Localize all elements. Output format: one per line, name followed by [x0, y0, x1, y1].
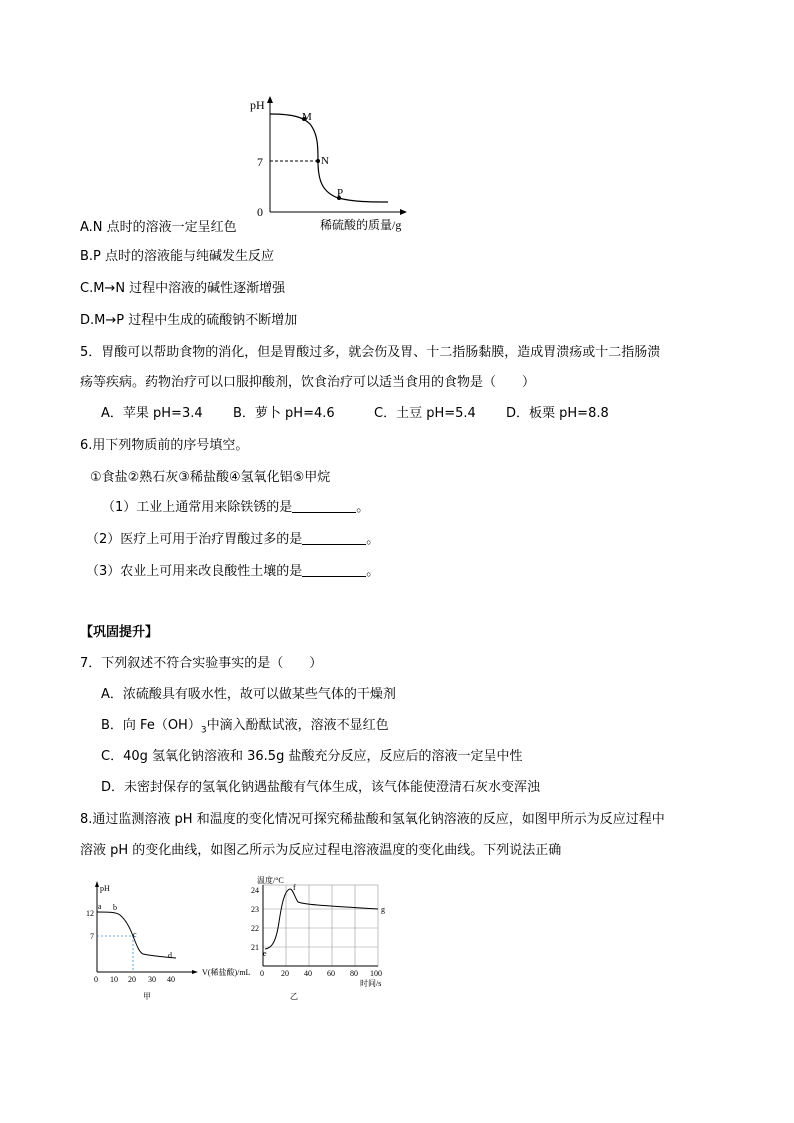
- q6-sub2-blank[interactable]: [302, 532, 366, 545]
- yi-point-e: e: [263, 949, 267, 958]
- jia-x-tick-40: 40: [167, 975, 175, 984]
- q8-stem-line1: 8.通过监测溶液 pH 和温度的变化情况可探究稀盐酸和氢氧化钠溶液的反应，如图甲所示为反应过程中: [80, 812, 665, 827]
- yi-grid-frame: [263, 885, 378, 966]
- q7-option-b-pre: B．向 Fe（OH）: [101, 718, 201, 733]
- q6-sub2-text: （2）医疗上可用于治疗胃酸过多的是: [86, 532, 303, 547]
- q5-stem-line1: 5．胃酸可以帮助食物的消化，但是胃酸过多，就会伤及胃、十二指肠黏膜，造成胃溃疡或十二指肠溃: [80, 345, 661, 360]
- q6-sub1-end: 。: [356, 500, 370, 515]
- jia-x-tick-10: 10: [110, 975, 118, 984]
- q6-sub1: [102, 499, 369, 517]
- q5-stem-line2: 疡等疾病。药物治疗可以口服抑酸剂，饮食治疗可以适当食用的食物是（ ）: [80, 375, 536, 390]
- jia-x-arrow: [192, 970, 198, 974]
- jia-point-d: d: [168, 951, 172, 960]
- jia-x-label: V(稀盐酸)/mL: [202, 968, 251, 977]
- q6-sub2-end: 。: [366, 532, 380, 547]
- jia-tick-12: 12: [86, 909, 94, 918]
- q5-option-b: B．萝卜 pH=4.6: [233, 406, 335, 421]
- q7-option-c: C．40g 氢氧化钠溶液和 36.5g 盐酸充分反应，反应后的溶液一定呈中性: [101, 749, 523, 764]
- q6-sub3-text: （3）农业上可用来改良酸性土壤的是: [86, 564, 303, 579]
- jia-x-tick-20: 20: [128, 975, 136, 984]
- q4-option-c: C.M→N 过程中溶液的碱性逐渐增强: [80, 281, 286, 296]
- jia-point-a: a: [98, 902, 102, 911]
- yi-caption: 乙: [290, 992, 298, 1001]
- tick-zero: 0: [257, 205, 263, 219]
- jia-y-label: pH: [100, 884, 110, 893]
- yi-tick-24: 24: [251, 886, 259, 895]
- q7-option-b-sub: 3: [200, 725, 207, 736]
- yi-x-tick-20: 20: [281, 969, 289, 978]
- q7-option-a: A．浓硫酸具有吸水性，故可以做某些气体的干燥剂: [101, 687, 396, 702]
- q5-option-c: C．土豆 pH=5.4: [374, 406, 476, 421]
- q6-items: ①食盐②熟石灰③稀盐酸④氢氧化铝⑤甲烷: [90, 470, 331, 485]
- jia-y-arrow: [95, 881, 99, 887]
- q7-option-b: [101, 717, 389, 740]
- yi-tick-22: 22: [251, 924, 259, 933]
- yi-tick-21: 21: [251, 943, 259, 952]
- jia-tick-7: 7: [90, 932, 94, 941]
- jia-x-tick-30: 30: [148, 975, 156, 984]
- q6-sub3: [86, 563, 379, 581]
- q8-stem-line2: 溶液 pH 的变化曲线，如图乙所示为反应过程电溶液温度的变化曲线。下列说法正确: [80, 843, 562, 858]
- yi-point-f: f: [293, 883, 296, 892]
- q7-stem: 7．下列叙述不符合实验事实的是（ ）: [80, 656, 323, 671]
- jia-x-tick-0: 0: [94, 975, 98, 984]
- section-heading: 【巩固提升】: [80, 625, 159, 640]
- point-n: [316, 159, 320, 163]
- label-p: P: [337, 187, 344, 199]
- y-axis-label: pH: [250, 98, 265, 112]
- x-axis-label: 稀硫酸的质量/g: [320, 218, 402, 232]
- q4-option-b: B.P 点时的溶液能与纯碱发生反应: [80, 249, 275, 264]
- y-axis-arrow: [267, 96, 273, 103]
- yi-x-tick-60: 60: [327, 969, 335, 978]
- q7-option-b-post: 中滴入酚酞试液，溶液不显红色: [206, 718, 389, 733]
- jia-caption: 甲: [143, 992, 151, 1001]
- ph-curve: [270, 114, 388, 202]
- tick-seven: 7: [257, 155, 263, 169]
- q6-sub3-blank[interactable]: [302, 564, 366, 577]
- jia-point-b: b: [113, 903, 117, 912]
- yi-x-tick-40: 40: [304, 969, 312, 978]
- label-m: M: [302, 111, 312, 123]
- q7-option-d: D．未密封保存的氢氧化钠遇盐酸有气体生成，该气体能使澄清石灰水变浑浊: [101, 780, 541, 795]
- label-n: N: [321, 155, 329, 167]
- q6-sub1-text: （1）工业上通常用来除铁锈的是: [102, 500, 293, 515]
- q6-stem: 6.用下列物质前的序号填空。: [80, 438, 249, 453]
- q6-sub3-end: 。: [366, 564, 380, 579]
- ph-curve-figure: [240, 92, 420, 234]
- q6-sub2: [86, 531, 379, 549]
- q5-option-d: D．板栗 pH=8.8: [506, 406, 609, 421]
- x-axis-arrow: [400, 209, 407, 215]
- yi-x-tick-0: 0: [260, 969, 264, 978]
- q5-option-a: A．苹果 pH=3.4: [101, 406, 203, 421]
- yi-y-label: 温度/°C: [257, 876, 284, 885]
- yi-x-label: 时间/s: [360, 979, 382, 988]
- yi-tick-23: 23: [251, 905, 259, 914]
- figure-jia: [84, 878, 256, 1004]
- yi-x-tick-100: 100: [370, 969, 382, 978]
- yi-temperature-curve: [265, 889, 378, 949]
- yi-point-g: g: [381, 905, 385, 914]
- figure-yi: [250, 872, 400, 1004]
- jia-point-c: c: [133, 930, 137, 939]
- q4-option-d: D.M→P 过程中生成的硫酸钠不断增加: [80, 313, 298, 328]
- q6-sub1-blank[interactable]: [292, 500, 356, 513]
- q4-option-a: A.N 点时的溶液一定呈红色: [80, 220, 237, 235]
- yi-x-tick-80: 80: [350, 969, 358, 978]
